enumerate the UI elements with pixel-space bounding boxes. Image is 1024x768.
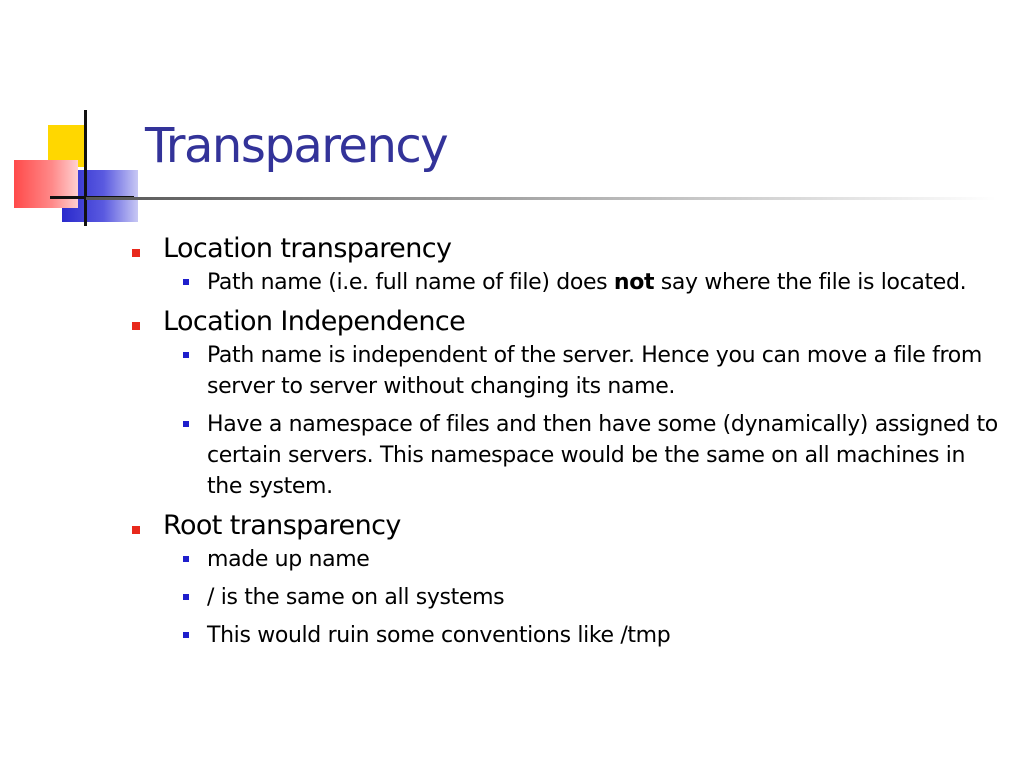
red-square-bullet-icon <box>132 322 140 330</box>
bullet-text: Have a namespace of files and then have some (dynamically) assigned to certain servers. This namespace would be the same on all machines in the system. <box>207 412 998 499</box>
bullet-level2 <box>180 544 1000 575</box>
bullet-group-location-transparency <box>130 232 1000 298</box>
bullet-text: Location Independence <box>163 306 466 337</box>
bullet-level2 <box>180 340 1000 402</box>
bullet-level2 <box>180 267 1000 298</box>
red-square-bullet-icon <box>132 249 140 257</box>
bullet-level1 <box>130 509 1000 543</box>
bullet-level2 <box>180 409 1000 502</box>
blue-square-bullet-icon <box>183 556 189 562</box>
blue-square-bullet-icon <box>183 594 189 600</box>
bullet-text: made up name <box>207 547 370 572</box>
blue-square-bullet-icon <box>183 352 189 358</box>
bullet-level2 <box>180 582 1000 613</box>
bullet-text-after: say where the file is located. <box>654 270 967 295</box>
slide-body <box>130 232 1000 658</box>
bullet-level1 <box>130 232 1000 266</box>
horizontal-rule-left <box>50 196 134 199</box>
blue-square-bullet-icon <box>183 632 189 638</box>
bullet-text: / is the same on all systems <box>207 585 505 610</box>
bullet-text: Root transparency <box>163 510 401 541</box>
title-underline <box>86 197 996 200</box>
blue-square-bullet-icon <box>183 421 189 427</box>
red-square-bullet-icon <box>132 526 140 534</box>
bullet-text-bold: not <box>613 270 655 295</box>
bullet-group-root-transparency <box>130 509 1000 651</box>
bullet-level2 <box>180 620 1000 651</box>
slide-title: Transparency <box>145 118 448 174</box>
blue-square-bullet-icon <box>183 279 189 285</box>
bullet-level1 <box>130 305 1000 339</box>
bullet-text: Location transparency <box>163 233 452 264</box>
vertical-rule <box>84 110 87 226</box>
yellow-square <box>48 125 86 167</box>
bullet-group-location-independence <box>130 305 1000 502</box>
bullet-text: Path name is independent of the server. Hence you can move a file from server to server without changing its name. <box>207 343 982 399</box>
bullet-text: This would ruin some conventions like /tmp <box>207 623 671 648</box>
blue-square <box>62 170 138 222</box>
red-square <box>14 160 78 208</box>
bullet-text-before: Path name (i.e. full name of file) does <box>207 270 614 295</box>
